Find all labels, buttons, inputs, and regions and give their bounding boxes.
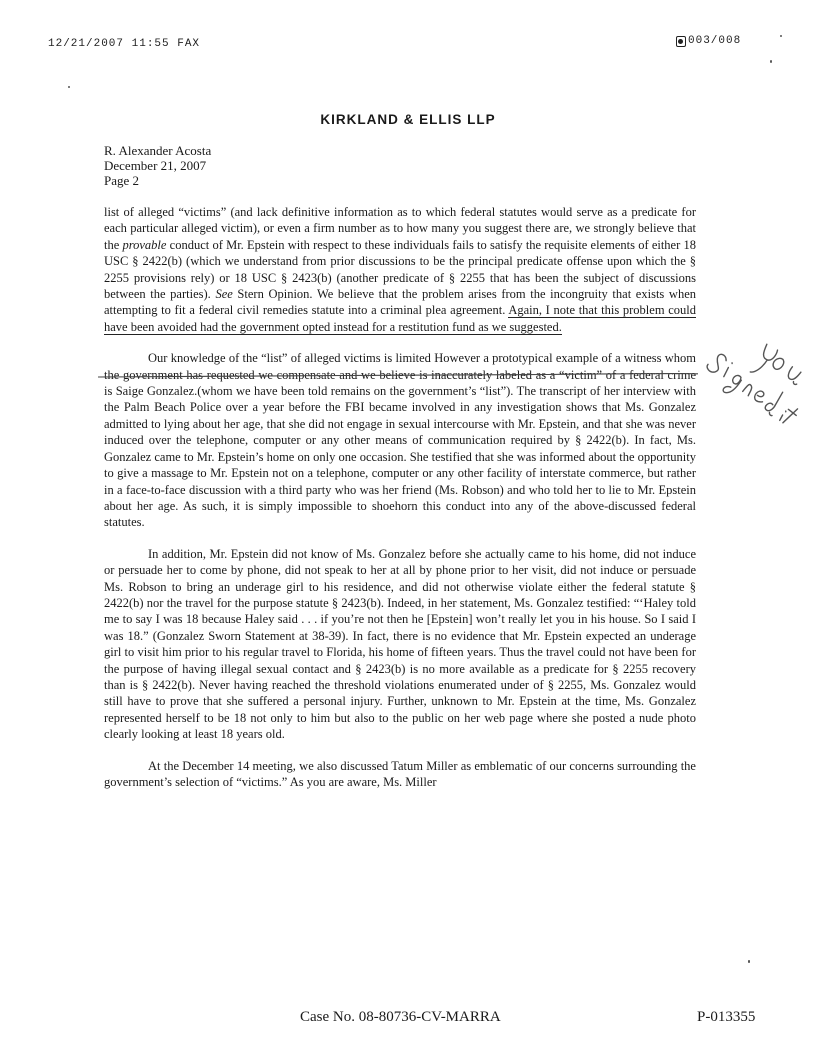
letter-heading	[104, 143, 211, 188]
paragraph-1-emphasis: provable	[122, 237, 167, 252]
recipient-name: R. Alexander Acosta	[104, 143, 212, 158]
scan-speck	[68, 86, 70, 88]
paragraph-1	[104, 204, 696, 335]
fax-timestamp: 12/21/2007 11:55 FAX	[48, 38, 201, 50]
page-label: Page 2	[104, 173, 140, 188]
paragraph-1-lead: list of alleged “victims” (and lack definitive information as to which federal statutes would serve as a predicate for each particular alleged victim), or even a firm number as to how many you suggest there are, we strongly believe that the	[104, 205, 696, 252]
fax-page-count	[676, 35, 741, 47]
letter-date: December 21, 2007	[104, 158, 207, 173]
paragraph-1-see: See	[215, 287, 233, 302]
scan-speck	[770, 60, 772, 63]
firm-letterhead: KIRKLAND & ELLIS LLP	[320, 112, 496, 127]
handwritten-margin-note	[698, 316, 806, 456]
paragraph-2: Our knowledge of the “list” of alleged victims is limited However a prototypical example of a witness whom the government has requested we compensate and we believe is inaccurately labeled as a “victim” of a federal crime is Saige Gonzalez.(whom we have been told remains on the government’s “list”). The transcript of her interview with the Palm Beach Police over a year before the FBI became involved in any investigation shows that Ms. Gonzalez admitted to lying about her age, that she did not engage in sexual intercourse with Mr. Epstein, and that she was never induced over the telephone, computer or any other means of communication required by § 2422(b). In fact, Ms. Gonzalez came to Mr. Epstein’s home on only one occasion. She testified that she was informed about the opportunity to give a massage to Mr. Epstein not on a telephone, computer or any other facility of interstate commerce, but rather in a face-to-face discussion with a third party who was her friend (Ms. Robson) and who told her to lie to Mr. Epstein about her age. As such, it is simply impossible to shoehorn this conduct into any of the above-discussed federal statutes.	[104, 351, 696, 530]
paragraph-1-middle: conduct of Mr. Epstein with respect to these individuals fails to satisfy the requisite elements of either 18 USC § 2422(b) (which we understand from prior discussions to be the principal predicate offense upon which the § 2255 provisions rely) or 18 USC § 2423(b) (another predicate of § 2255 that has been the subject of discussions between the parties).	[104, 237, 696, 302]
letter-body	[104, 204, 696, 805]
scan-speck	[780, 35, 782, 37]
bates-number: P-013355	[697, 1009, 756, 1025]
underlined-sentence: Again, I note that this problem could have been avoided had the government opted instead for a restitution fund as we suggested.	[104, 303, 696, 334]
case-number: Case No. 08-80736-CV-MARRA	[300, 1009, 501, 1025]
fax-machine-icon	[676, 36, 686, 47]
handwritten-underline	[98, 373, 698, 379]
paragraph-4: At the December 14 meeting, we also discussed Tatum Miller as emblematic of our concerns surrounding the government’s selection of “victims.” As you are aware, Ms. Miller	[104, 758, 696, 789]
paragraph-3: In addition, Mr. Epstein did not know of Ms. Gonzalez before she actually came to his home, did not induce or persuade her to come by phone, did not speak to her at all by phone prior to her visit, did not induce or persuade Ms. Robson to bring an underage girl to his residence, and did not otherwise violate either the federal statute § 2422(b) nor the travel for the purpose statute § 2423(b). Indeed, in her statement, Ms. Gonzalez testified: “‘Haley told me to say I was 18 because Haley said . . . if you’re not then he [Epstein] won’t really let you in his house. So I said I was 18.” (Gonzalez Sworn Statement at 38-39). In fact, there is no evidence that Mr. Epstein expected an underage girl to visit him prior to his regular travel to Florida, his home of fifteen years. Thus the travel could not have been for the purpose of having illegal sexual contact and § 2423(b) is no more available as a predicate for § 2255 recovery than is § 2422(b). Never having reached the threshold violations enumerated under of § 2255, Ms. Gonzalez would still have to prove that she suffered a personal injury. Further, unknown to Mr. Epstein at the time, Ms. Gonzalez represented herself to be 18 not only to him but also to the public on her web page where she posted a nude photo clearly looking at least 18 years old.	[104, 546, 696, 742]
paragraph-1-after-see: Stern Opinion. We believe that the problem arises from the incongruity that exists when attempting to fit a federal civil remedies statute into a criminal plea agreement.	[104, 287, 696, 318]
fax-page-count-text: 003/008	[688, 35, 742, 47]
scan-speck	[748, 960, 750, 963]
